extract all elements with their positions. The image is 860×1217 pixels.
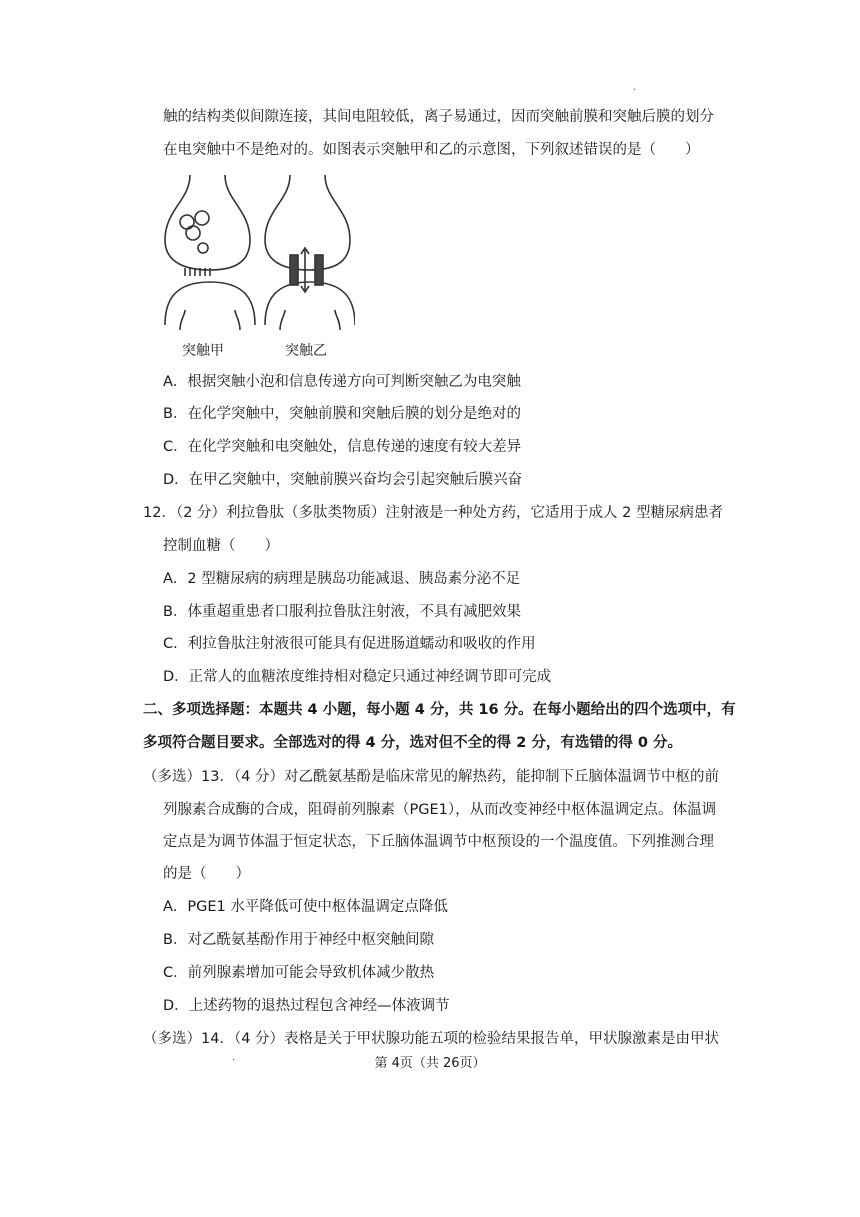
intro-line-1: 触的结构类似间隙连接，其间电阻较低，离子易通过，因而突触前膜和突触后膜的划分 — [163, 109, 714, 125]
q12-option-b: B．体重超重患者口服利拉鲁肽注射液，不具有减肥效果 — [163, 604, 521, 620]
q13-line-3: 定点是为调节体温于恒定状态，下丘脑体温调节中枢预设的一个温度值。下列推测合理 — [163, 834, 714, 850]
corner-dot: . — [633, 82, 637, 93]
q12-option-d: D．正常人的血糖浓度维持相对稳定只通过神经调节即可完成 — [163, 669, 552, 685]
q11-option-a: A．根据突触小泡和信息传递方向可判断突触乙为电突触 — [163, 374, 521, 390]
q13-option-b: B．对乙酰氨基酚作用于神经中枢突触间隙 — [163, 932, 434, 948]
page-footer: 第 4页（共 26页） — [374, 1056, 486, 1071]
figure-label-a: 突触甲 — [182, 343, 224, 359]
q13-option-a: A．PGE1 水平降低可使中枢体温调定点降低 — [163, 899, 448, 915]
q12-line-2: 控制血糖（ ） — [163, 538, 279, 554]
section-2-heading-2: 多项符合题目要求。全部选对的得 4 分，选对但不全的得 2 分，有选错的得 0 分。 — [143, 735, 683, 751]
figure-label-b: 突触乙 — [285, 343, 327, 359]
q11-option-c: C．在化学突触和电突触处，信息传递的速度有较大差异 — [163, 439, 522, 455]
section-2-heading-1: 二、多项选择题：本题共 4 小题，每小题 4 分，共 16 分。在每小题给出的四个选项中，有 — [143, 702, 736, 718]
q12-line-1: 12．（2 分）利拉鲁肽（多肽类物质）注射液是一种处方药，它适用于成人 2 型糖尿病患者 — [143, 505, 723, 521]
q13-line-4: 的是（ ） — [163, 866, 250, 882]
q13-line-1: （多选）13．（4 分）对乙酰氨基酚是临床常见的解热药，能抑制下丘脑体温调节中枢的前 — [143, 769, 720, 785]
synapse-a-diagram — [165, 175, 255, 330]
q12-option-a: A．2 型糖尿病的病理是胰岛功能减退、胰岛素分泌不足 — [163, 571, 521, 587]
q14-line-1: （多选）14．（4 分）表格是关于甲状腺功能五项的检验结果报告单，甲状腺激素是由甲状 — [143, 1031, 720, 1047]
synapse-figure — [155, 170, 355, 365]
q13-line-2: 列腺素合成酶的合成，阻碍前列腺素（PGE1），从而改变神经中枢体温调定点。体温调 — [163, 802, 717, 818]
intro-line-2: 在电突触中不是绝对的。如图表示突触甲和乙的示意图，下列叙述错误的是（ ） — [163, 142, 700, 158]
q11-option-b: B．在化学突触中，突触前膜和突触后膜的划分是绝对的 — [163, 406, 521, 422]
synapse-b-diagram — [265, 175, 355, 330]
q12-option-c: C．利拉鲁肽注射液很可能具有促进肠道蠕动和吸收的作用 — [163, 636, 536, 652]
footer-dot: . — [232, 1052, 236, 1063]
q13-option-d: D．上述药物的退热过程包含神经—体液调节 — [163, 998, 450, 1014]
q13-option-c: C．前列腺素增加可能会导致机体减少散热 — [163, 965, 435, 981]
q11-option-d: D．在甲乙突触中，突触前膜兴奋均会引起突触后膜兴奋 — [163, 472, 523, 488]
